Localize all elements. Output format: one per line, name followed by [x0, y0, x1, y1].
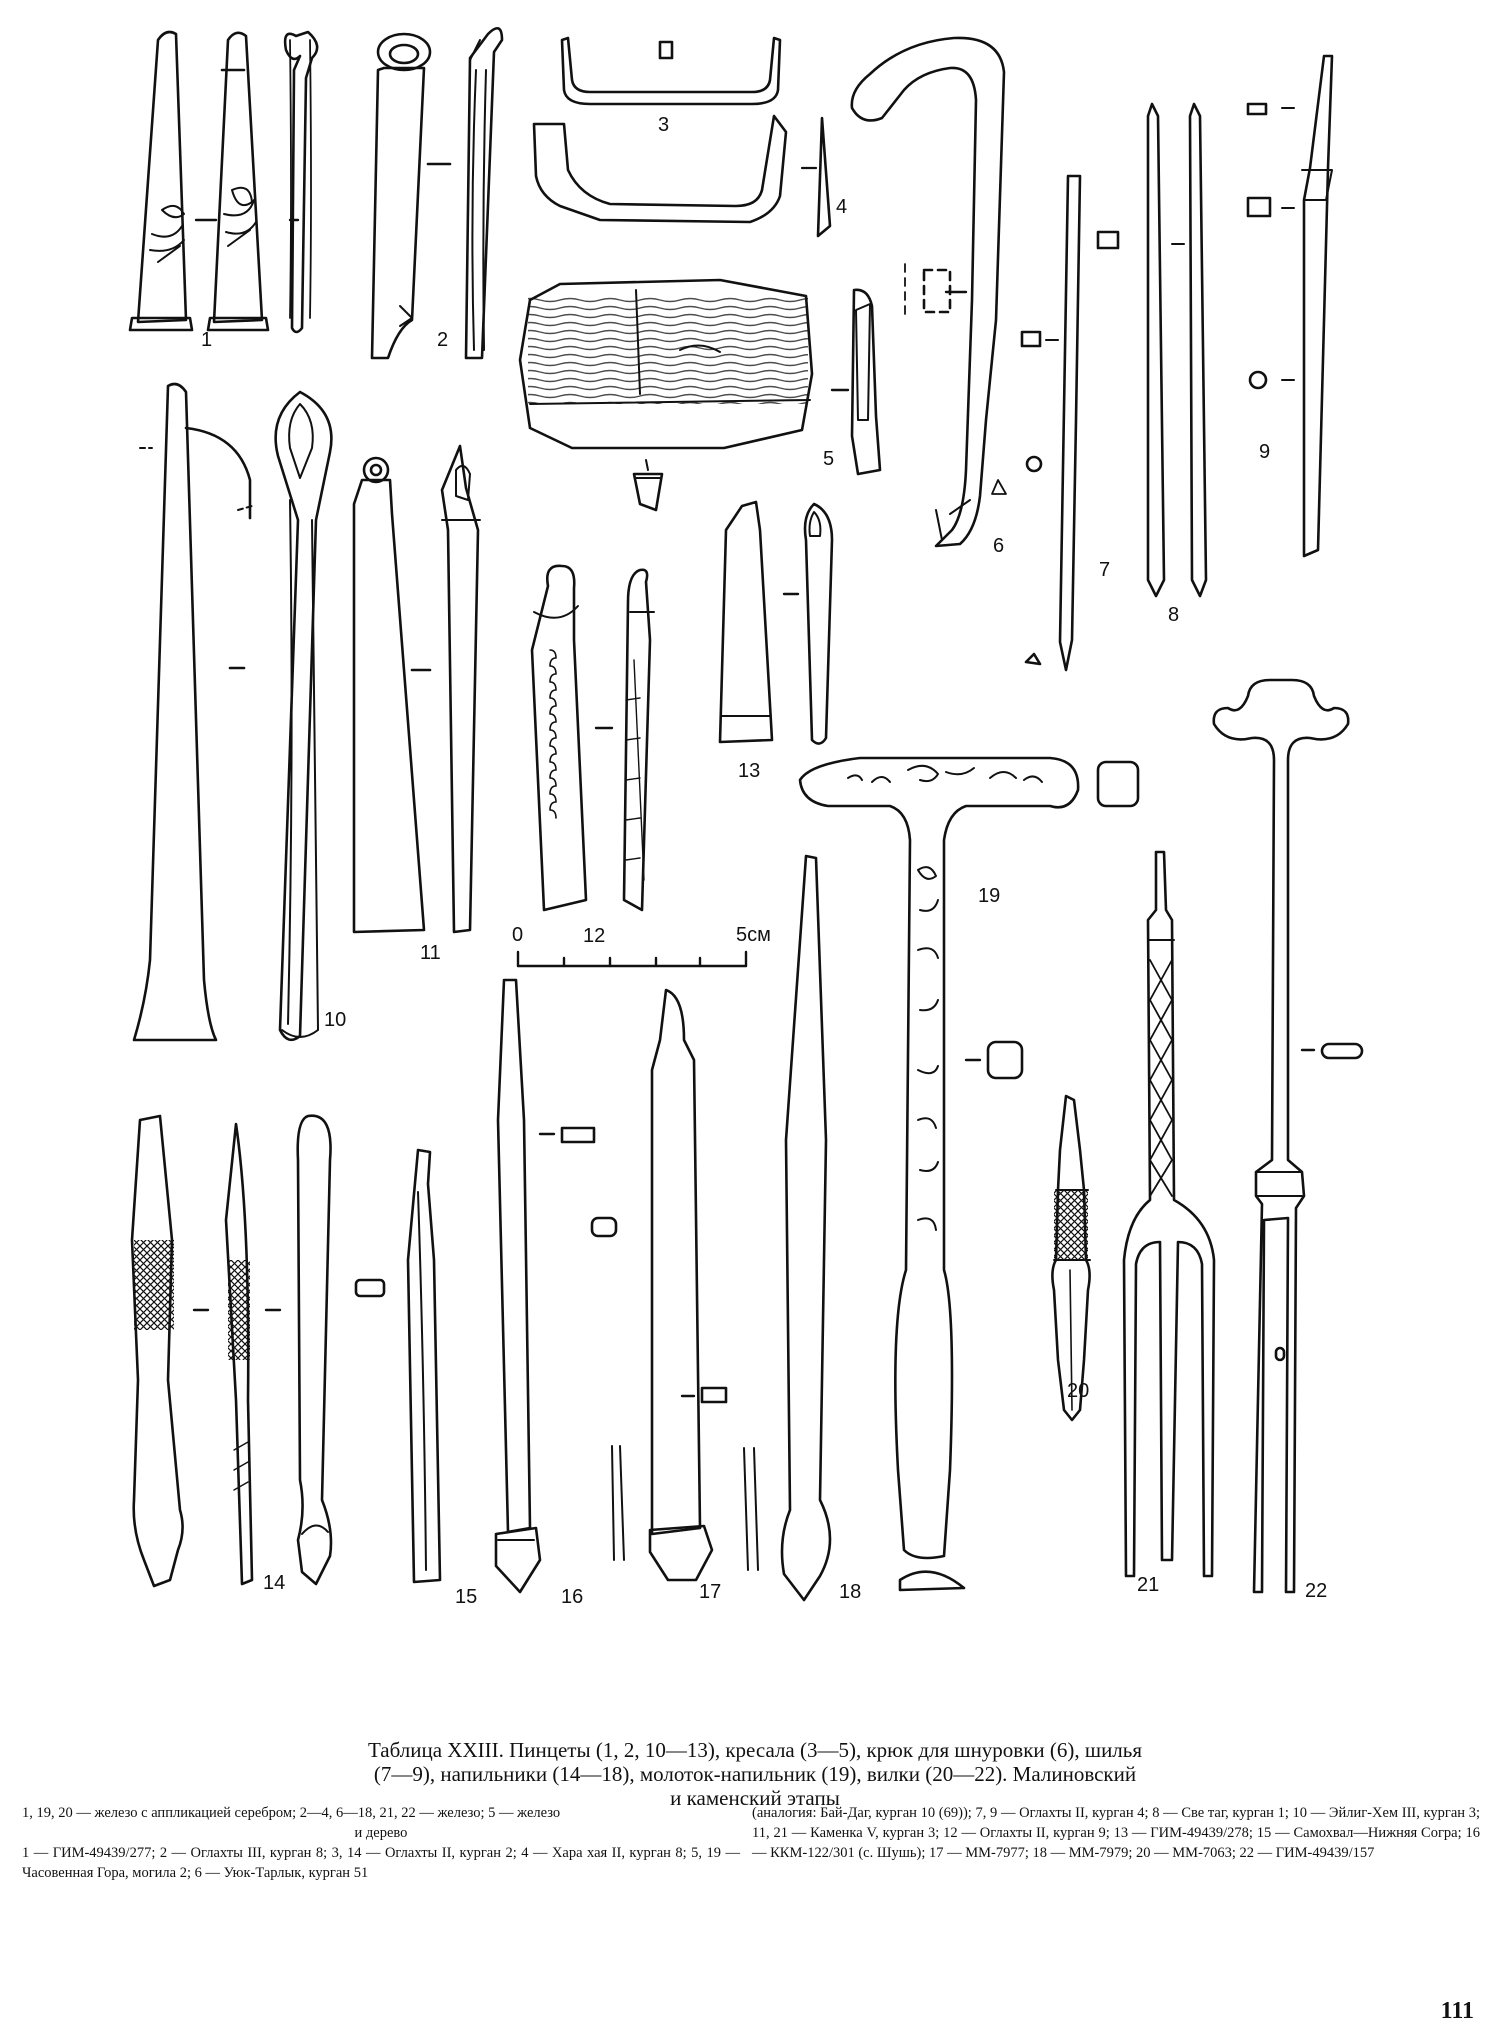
- legend-left: [22, 1803, 740, 1883]
- awl-9: [1248, 56, 1332, 556]
- tweezers-12: [532, 566, 654, 910]
- scale-zero-label: 0: [512, 924, 524, 946]
- fork-22: [1214, 680, 1362, 1592]
- tweezers-2: [372, 28, 502, 358]
- plate-caption: [230, 1738, 1280, 1810]
- file-16: [496, 980, 594, 1592]
- tweezers-11: [354, 446, 480, 932]
- fire-steel-4: [534, 116, 830, 236]
- file-14: [132, 1116, 280, 1586]
- figure-label-5: 5: [823, 448, 835, 470]
- figure-label-21: 21: [1137, 1574, 1160, 1596]
- figure-label-12: 12: [583, 925, 606, 947]
- scale-five-label: 5см: [736, 924, 771, 946]
- legend-material-line: 1, 19, 20 — железо с аппликацией серебром; 2—4, 6—18, 21, 22 — железо; 5 — железо: [22, 1805, 561, 1821]
- tweezers-10: [134, 384, 331, 1040]
- tweezers-13: [720, 502, 832, 744]
- file-15: [298, 1116, 440, 1584]
- figure-label-11: 11: [420, 942, 441, 964]
- tweezers-1: [130, 32, 317, 332]
- legend-material-line-2: и дерево: [354, 1825, 408, 1841]
- file-17: [592, 990, 726, 1580]
- figure-label-20: 20: [1067, 1380, 1090, 1402]
- scale-bar: [518, 952, 746, 966]
- fire-steel-3: [562, 38, 780, 104]
- figure-label-6: 6: [993, 535, 1005, 557]
- figure-label-9: 9: [1259, 441, 1271, 463]
- fork-20: [1052, 1096, 1090, 1420]
- figure-label-3: 3: [658, 114, 670, 136]
- caption-line-3: и каменский этапы: [670, 1786, 840, 1810]
- figure-label-19: 19: [978, 885, 1001, 907]
- figure-label-10: 10: [324, 1009, 347, 1031]
- caption-line-2: (7—9), напильники (14—18), молоток-напильник (19), вилки (20—22). Малиновский: [373, 1762, 1137, 1786]
- hammer-file-19: [800, 758, 1138, 1590]
- legend-right: [752, 1803, 1480, 1863]
- legend-provenance-right: (аналогия: Бай-Даг, курган 10 (69)); 7, 9 — Оглахты II, курган 4; 8 — Све таг, курган 1; 10 — Эйлиг-Хем III, курган 3; 11, 21 — Каменка V, курган 3; 12 — Оглахты II, курган 9; 13 — ГИМ-49439/278; 15 — Самохвал—Нижняя Согра; 16 — ККМ-122/301 (с. Шушь); 17 — ММ-7977; 18 — ММ-7979; 20 — ММ-7063; 22 — ГИМ-49439/157: [752, 1805, 1480, 1861]
- figure-label-1: 1: [201, 329, 213, 351]
- fire-steel-5: [520, 280, 880, 510]
- figure-label-14: 14: [263, 1572, 286, 1594]
- page-number: 111: [1440, 1998, 1474, 2024]
- figure-label-4: 4: [836, 196, 848, 218]
- figure-label-16: 16: [561, 1586, 584, 1608]
- caption-line-1: Таблица XXIII. Пинцеты (1, 2, 10—13), кресала (3—5), крюк для шнуровки (6), шилья: [367, 1738, 1143, 1762]
- file-18: [744, 856, 830, 1600]
- figure-label-8: 8: [1168, 604, 1180, 626]
- figure-label-18: 18: [839, 1581, 862, 1603]
- awl-8: [1098, 104, 1206, 596]
- awl-7: [1022, 176, 1080, 670]
- figure-label-7: 7: [1099, 559, 1111, 581]
- legend-provenance-left: 1 — ГИМ-49439/277; 2 — Оглахты III, курган 8; 3, 14 — Оглахты II, курган 2; 4 — Хара хая II, курган 8; 5, 19 — Часовенная Гора, могила 2; 6 — Уюк-Тарлык, курган 51: [22, 1845, 740, 1881]
- figure-label-15: 15: [455, 1586, 478, 1608]
- figure-label-13: 13: [738, 760, 761, 782]
- fork-21: [1124, 852, 1214, 1576]
- figure-label-2: 2: [437, 329, 449, 351]
- figure-label-17: 17: [699, 1581, 722, 1603]
- figure-label-22: 22: [1305, 1580, 1328, 1602]
